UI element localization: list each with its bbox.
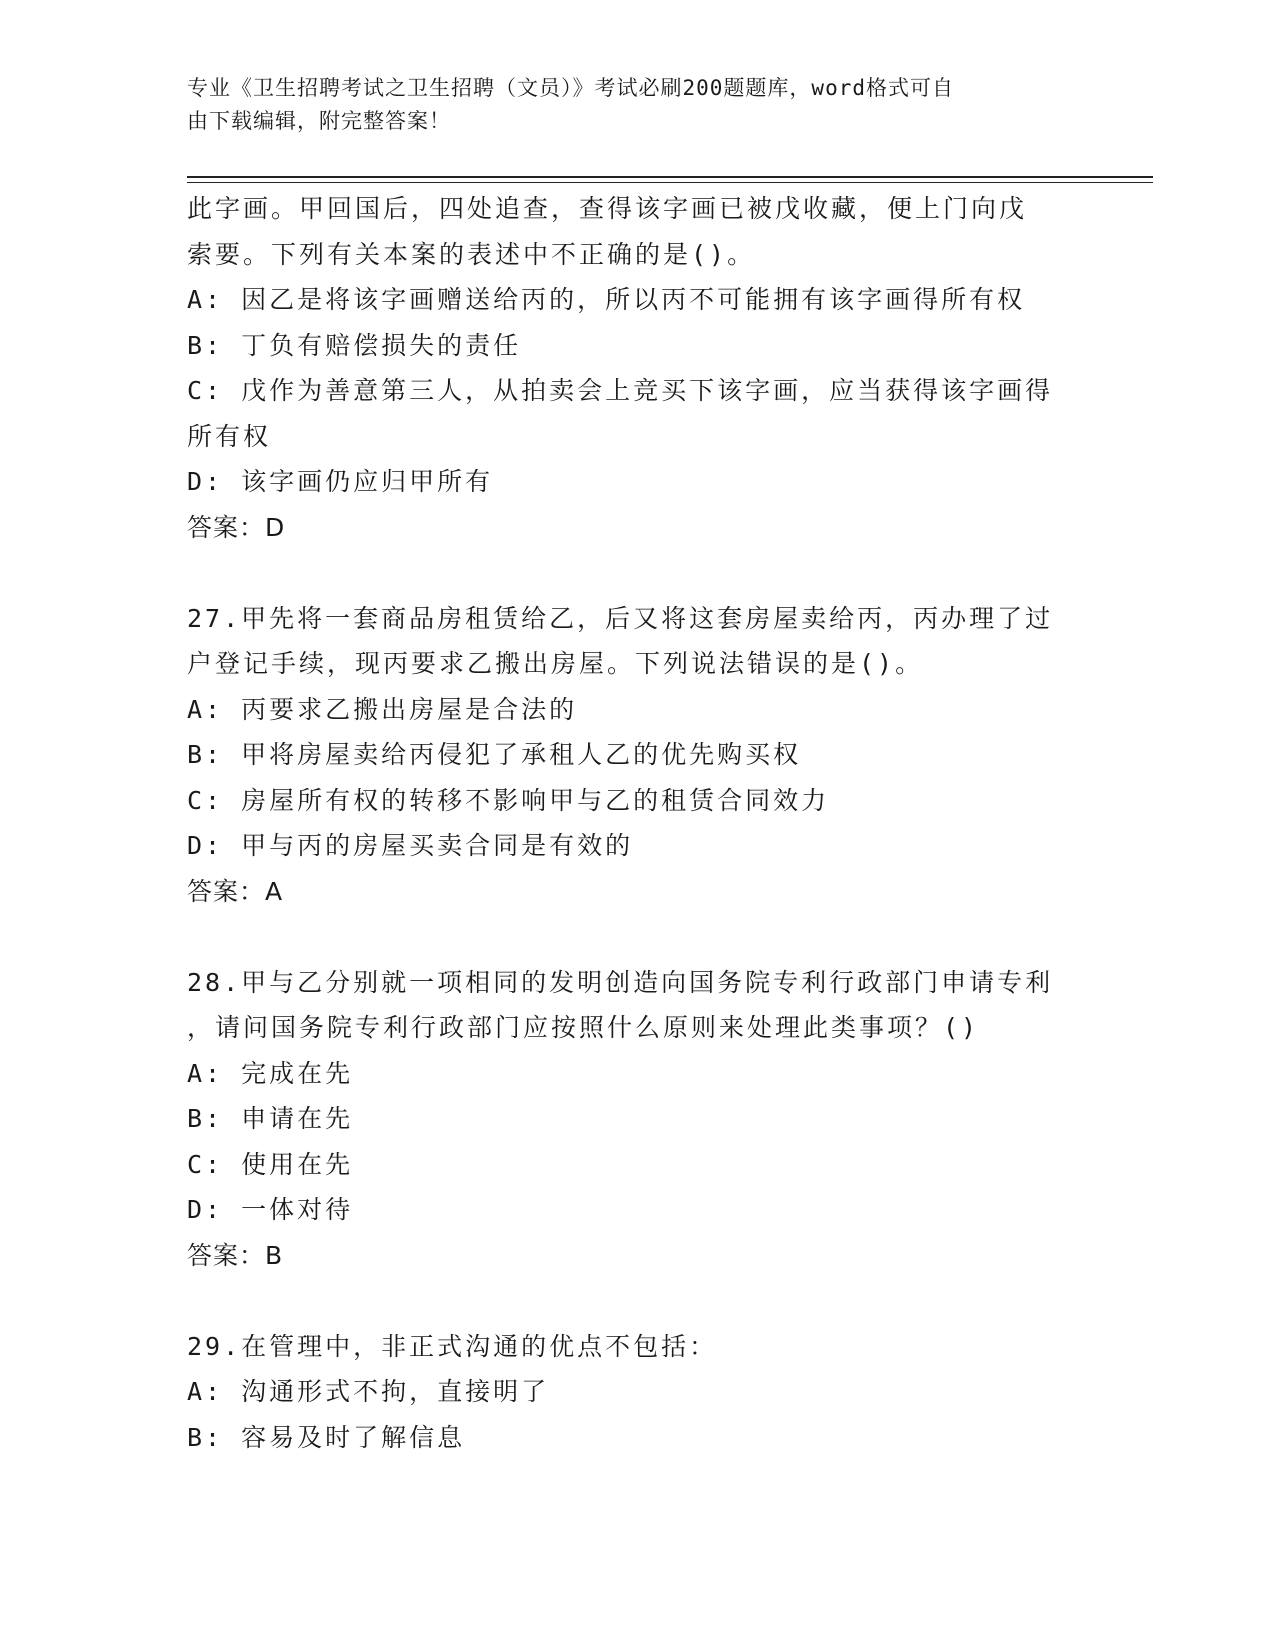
question-stem-line: 索要。下列有关本案的表述中不正确的是()。 [187, 239, 756, 269]
option-c: C: 戊作为善意第三人，从拍卖会上竞买下该字画，应当获得该字画得 [187, 376, 1054, 405]
option-a: A: 丙要求乙搬出房屋是合法的 [187, 694, 578, 724]
question-stem-line: ，请问国务院专利行政部门应按照什么原则来处理此类事项？() [187, 1013, 980, 1042]
option-c: C: 使用在先 [187, 1149, 354, 1179]
question-stem-line: 28.甲与乙分别就一项相同的发明创造向国务院专利行政部门申请专利 [187, 967, 1054, 997]
option-b: B: 丁负有赔偿损失的责任 [187, 330, 522, 360]
question-28 [187, 960, 1077, 1279]
header-divider-thin [187, 182, 1153, 183]
document-body [187, 186, 1077, 1460]
option-d: D: 该字画仍应归甲所有 [187, 467, 494, 496]
option-b: B: 申请在先 [187, 1104, 354, 1133]
question-stem-line: 27.甲先将一套商品房租赁给乙，后又将这套房屋卖给丙，丙办理了过 [187, 603, 1054, 633]
question-29 [187, 1324, 1077, 1461]
header-divider-thick [187, 176, 1153, 178]
question-spacer [187, 914, 1077, 960]
option-b: B: 甲将房屋卖给丙侵犯了承租人乙的优先购买权 [187, 740, 802, 769]
question-spacer [187, 550, 1077, 596]
option-d: D: 甲与丙的房屋买卖合同是有效的 [187, 831, 634, 860]
header-line-2: 由下载编辑，附完整答案！ [187, 109, 451, 133]
option-a: A: 因乙是将该字画赠送给丙的，所以丙不可能拥有该字画得所有权 [187, 285, 1026, 314]
option-a: A: 沟通形式不拘，直接明了 [187, 1377, 550, 1406]
option-c: C: 房屋所有权的转移不影响甲与乙的租赁合同效力 [187, 785, 830, 815]
question-26 [187, 186, 1077, 550]
option-a: A: 完成在先 [187, 1058, 354, 1088]
question-spacer [187, 1278, 1077, 1324]
document-header [187, 72, 1067, 138]
answer-label: 答案：D [187, 512, 286, 542]
header-line-1: 专业《卫生招聘考试之卫生招聘（文员）》考试必刷200题题库，word格式可自 [187, 76, 954, 100]
question-27 [187, 596, 1077, 915]
option-b: B: 容易及时了解信息 [187, 1422, 466, 1452]
answer-label: 答案：A [187, 876, 284, 906]
question-stem-line: 此字画。甲回国后，四处追查，查得该字画已被戊收藏，便上门向戊 [187, 194, 1028, 223]
option-d: D: 一体对待 [187, 1195, 354, 1224]
question-stem-line: 29.在管理中，非正式沟通的优点不包括： [187, 1331, 718, 1361]
option-c-continued: 所有权 [187, 421, 272, 451]
answer-label: 答案：B [187, 1240, 284, 1270]
question-stem-line: 户登记手续，现丙要求乙搬出房屋。下列说法错误的是()。 [187, 649, 924, 678]
